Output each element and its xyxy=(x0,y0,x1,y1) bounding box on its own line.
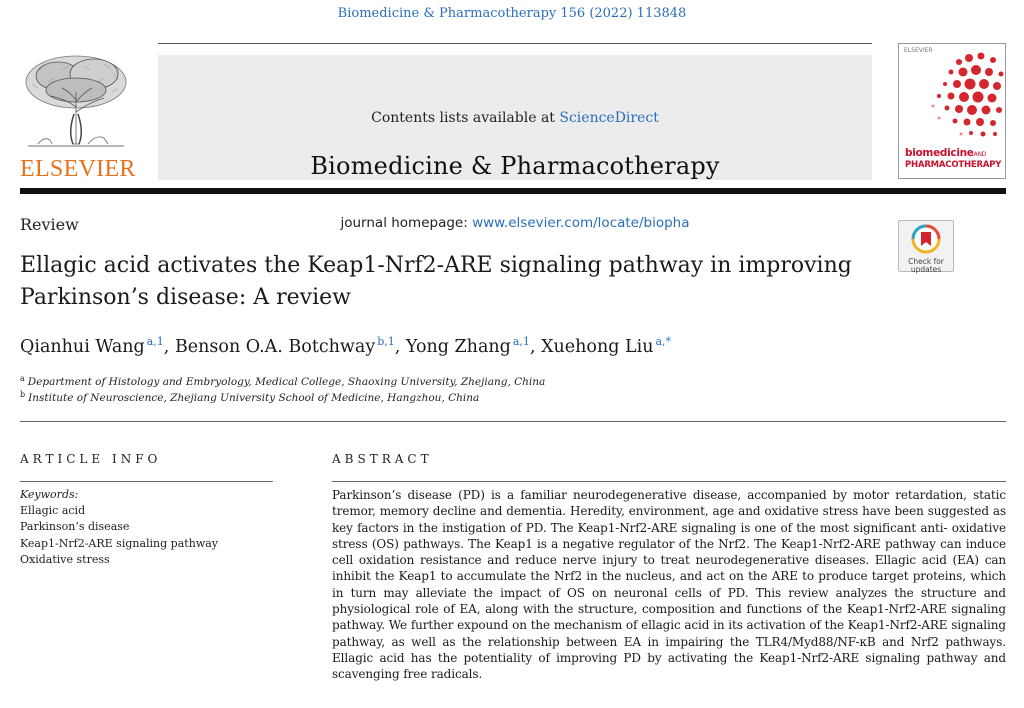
keyword-item: Ellagic acid xyxy=(20,504,86,517)
journal-cover-thumbnail[interactable] xyxy=(898,43,1006,179)
keyword-item: Oxidative stress xyxy=(20,552,110,566)
affiliation-b xyxy=(20,390,479,404)
affiliation-mark: b xyxy=(20,390,26,399)
affiliation-text: Institute of Neuroscience, Zhejiang University School of Medicine, Hangzhou, China xyxy=(28,392,480,404)
author-list xyxy=(20,335,671,357)
abstract-rule xyxy=(332,481,1006,482)
article-type: Review xyxy=(20,215,79,234)
keyword-item: Parkinson’s disease xyxy=(20,520,130,534)
author-affiliation-marker[interactable]: a,* xyxy=(655,335,672,348)
tree-icon xyxy=(18,52,134,152)
journal-title[interactable]: Biomedicine & Pharmacotherapy xyxy=(310,152,720,180)
affiliation-mark: a xyxy=(20,374,25,383)
journal-header-box xyxy=(158,55,872,231)
contents-prefix: Contents lists available at xyxy=(371,110,560,126)
abstract-heading: ABSTRACT xyxy=(332,452,433,466)
cover-title-main xyxy=(905,147,986,159)
keyword-item: Keap1-Nrf2-ARE signaling pathway xyxy=(20,536,218,550)
keywords-label: Keywords: xyxy=(20,488,79,501)
article-title-line-2: Parkinson’s disease: A review xyxy=(20,285,351,310)
contents-line xyxy=(158,110,872,126)
check-updates-line-2: updates xyxy=(910,265,942,274)
homepage-line xyxy=(158,215,872,231)
check-for-updates-button[interactable] xyxy=(898,220,954,272)
crossmark-icon xyxy=(911,224,941,254)
author-affiliation-marker[interactable]: b,1 xyxy=(377,335,395,348)
journal-homepage-link[interactable]: www.elsevier.com/locate/biopha xyxy=(472,215,690,231)
header-top-rule xyxy=(158,43,872,44)
cover-title-main-text: biomedicine xyxy=(905,147,974,159)
article-title xyxy=(20,250,880,314)
author-name[interactable]: Xuehong Liu xyxy=(541,337,654,357)
publisher-wordmark[interactable]: ELSEVIER xyxy=(20,156,136,182)
author-affiliation-marker[interactable]: a,1 xyxy=(512,335,530,348)
cover-title-and: AND xyxy=(973,151,986,158)
article-info-heading: ARTICLE INFO xyxy=(20,452,162,466)
homepage-prefix: journal homepage: xyxy=(340,215,473,231)
check-updates-line-1: Check for xyxy=(908,257,944,266)
abstract-body: Parkinson’s disease (PD) is a familiar neurodegenerative disease, accompanied by motor retardation, static tremor, memory decline and dementia. Heredity, environment, age and oxidative stress have been suggested as key factors in the instigation of PD. The Keap1-Nrf2-ARE signaling is one of the most significant anti- oxidative stress (OS) pathways. The Keap1 is a negative regulator of the Nrf2. The Keap1-Nrf2-ARE pathway can induce cell oxidation resistance and reduce nerve injury to treat neurodegenerative diseases. Ellagic acid (EA) can inhibit the Keap1 to accumulate the Nrf2 in the nucleus, and act on the ARE to produce target proteins, which in turn may alleviate the impact of OS on neuronal cells of PD. This review analyzes the structure and physiological role of EA, along with the structure, composition and functions of the Keap1-Nrf2-ARE signaling pathway. We further expound on the mechanism of ellagic acid in its activation of the Keap1-Nrf2-ARE signaling pathway, as well as the relationship between EA in impairing the TLR4/Myd88/NF-κB and Nrf2 pathways. Ellagic acid has the potentiality of improving PD by activating the Keap1-Nrf2-ARE signaling pathway and scavenging free radicals. xyxy=(332,488,1006,682)
author-affiliation-marker[interactable]: a,1 xyxy=(146,335,164,348)
author-separator: , xyxy=(394,337,406,357)
sciencedirect-link[interactable]: ScienceDirect xyxy=(559,110,659,126)
section-divider xyxy=(20,421,1006,422)
author-name[interactable]: Qianhui Wang xyxy=(20,337,145,357)
keywords-list xyxy=(20,503,218,568)
author-name[interactable]: Benson O.A. Botchway xyxy=(174,337,376,357)
author-name[interactable]: Yong Zhang xyxy=(405,337,511,357)
header-thick-rule xyxy=(20,188,1006,194)
author-separator: , xyxy=(529,337,542,357)
article-title-line-1: Ellagic acid activates the Keap1-Nrf2-ARE signaling pathway in improving xyxy=(20,253,852,278)
journal-citation[interactable]: Biomedicine & Pharmacotherapy 156 (2022) 113848 xyxy=(337,6,687,21)
article-info-rule xyxy=(20,481,273,482)
affiliation-a xyxy=(20,374,545,388)
author-separator: , xyxy=(163,337,175,357)
affiliation-text: Department of Histology and Embryology, Medical College, Shaoxing University, Zhejiang, China xyxy=(27,376,546,388)
cover-title-sub: PHARMACOTHERAPY xyxy=(905,160,1002,170)
cover-publisher-mark: ELSEVIER xyxy=(904,47,933,54)
cover-dots-icon xyxy=(899,44,1006,144)
